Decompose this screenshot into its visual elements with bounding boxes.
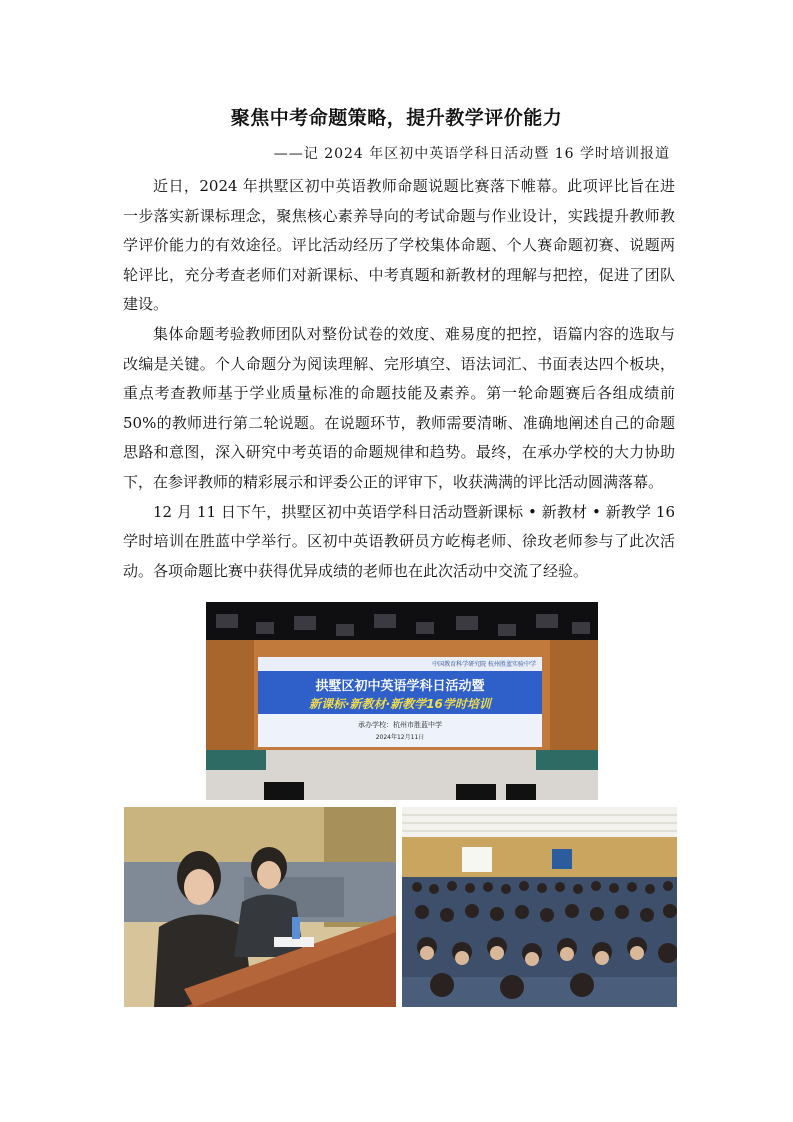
- banner-line-1: 拱墅区初中英语学科日活动暨: [315, 679, 485, 694]
- article-subtitle: ——记 2024 年区初中英语学科日活动暨 16 学时培训报道: [273, 146, 670, 162]
- audience-photo: [402, 807, 677, 1007]
- banner-line-2: 新课标·新教材·新教学16学时培训: [309, 697, 491, 711]
- teachers-illustration: [124, 807, 396, 1007]
- paragraph-3: 12 月 11 日下午，拱墅区初中英语学科日活动暨新课标 • 新教材 • 新教学 16 学时培训在胜蓝中学举行。区初中英语教研员方屹梅老师、徐玫老师参与了此次活动。各项命题比赛中获得优异成绩的老师也在此次活动中交流了经验。: [123, 502, 675, 580]
- banner-date: 2024年12月11日: [375, 734, 425, 741]
- stage-banner-photo: [206, 602, 598, 800]
- banner-host: 承办学校：杭州市胜蓝中学: [358, 721, 442, 729]
- article-title: 聚焦中考命题策略，提升教学评价能力: [230, 107, 563, 129]
- teachers-photo: [124, 807, 396, 1007]
- banner-logo-text: 中国教育科学研究院 杭州胜蓝实验中学: [432, 661, 536, 668]
- paragraph-1: 近日，2024 年拱墅区初中英语教师命题说题比赛落下帷幕。此项评比旨在进一步落实新课标理念，聚焦核心素养导向的考试命题与作业设计，实践提升教师教学评价能力的有效途径。评比活动经历了学校集体命题、个人赛命题初赛、说题两轮评比，充分考查老师们对新课标、中考真题和新教材的理解与把控，促进了团队建设。: [123, 177, 675, 314]
- article-body: [123, 172, 675, 586]
- audience-illustration: [402, 807, 677, 1007]
- paragraph-2: 集体命题考验教师团队对整份试卷的效度、难易度的把控，语篇内容的选取与改编是关键。个人命题分为阅读理解、完形填空、语法词汇、书面表达四个板块，重点考查教师基于学业质量标准的命题技能及素养。第一轮命题赛后各组成绩前 50%的教师进行第二轮说题。在说题环节，教师需要清晰、准确地阐述自己的命题思路和意图，深入研究中考英语的命题规律和趋势。最终，在承办学校的大力协助下，在参评教师的精彩展示和评委公正的评审下，收获满满的评比活动圆满落幕。: [123, 324, 675, 491]
